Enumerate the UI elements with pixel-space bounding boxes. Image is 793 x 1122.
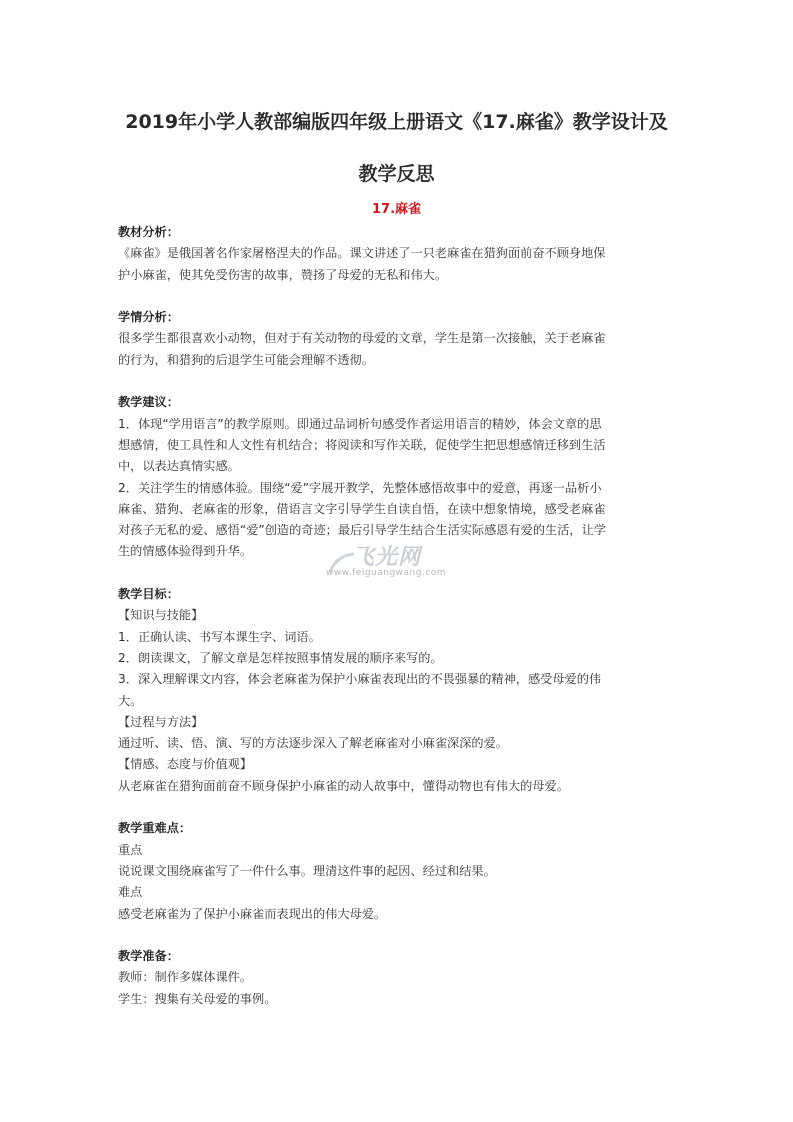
section-heading: 教学重难点： (118, 821, 192, 836)
section-goals (118, 584, 678, 797)
text-line: 教师：制作多媒体课件。 (118, 970, 253, 985)
text-line: 想感情，使工具性和人文性有机结合；将阅读和写作关联，促使学生把思想感情迁移到生活 (118, 437, 606, 452)
text-line: 《麻雀》是俄国著名作家屠格涅夫的作品。课文讲述了一只老麻雀在猎狗面前奋不顾身地保 (118, 246, 606, 261)
text-line: 说说课文围绕麻雀写了一件什么事。理清这件事的起因、经过和结果。 (118, 863, 496, 878)
section-students (118, 307, 678, 371)
section-heading: 学情分析： (118, 310, 179, 325)
text-line: 2．关注学生的情感体验。围绕“爱”字展开教学，先整体感悟故事中的爱意，再逐一品析小 (118, 480, 602, 495)
text-line: 的行为，和猎狗的后退学生可能会理解不透彻。 (118, 352, 374, 367)
section-heading: 教学建议： (118, 395, 179, 410)
section-heading: 教学准备： (118, 949, 179, 964)
section-material (118, 222, 678, 286)
text-line: 大。 (118, 693, 143, 708)
text-line: 生的情感体验得到升华。 (118, 544, 253, 559)
text-line: 很多学生都很喜欢小动物，但对于有关动物的母爱的文章，学生是第一次接触，关于老麻雀 (118, 331, 606, 346)
section-preparation (118, 946, 678, 1010)
section-suggestions (118, 392, 678, 562)
section-heading: 教学目标： (118, 587, 179, 602)
text-line: 难点 (118, 885, 143, 900)
text-line: 通过听、读、悟、演、写的方法逐步深入了解老麻雀对小麻雀深深的爱。 (118, 736, 508, 751)
text-line: 感受老麻雀为了保护小麻雀而表现出的伟大母爱。 (118, 906, 387, 921)
text-line: 【过程与方法】 (118, 714, 204, 729)
section-heading: 教材分析： (118, 225, 179, 239)
title-line-1: 2019年小学人教部编版四年级上册语文《17.麻雀》教学设计及 (125, 111, 668, 133)
text-line: 2．朗读课文，了解文章是怎样按照事情发展的顺序来写的。 (118, 650, 443, 665)
text-line: 【知识与技能】 (118, 608, 204, 623)
document-body (118, 222, 678, 1010)
document-title (0, 100, 793, 196)
text-line: 学生：搜集有关母爱的事例。 (118, 991, 277, 1006)
text-line: 1．体现“学用语言”的教学原则。即通过品词析句感受作者运用语言的精妙，体会文章的思 (118, 416, 602, 431)
text-line: 重点 (118, 842, 143, 857)
text-line: 3．深入理解课文内容，体会老麻雀为保护小麻雀表现出的不畏强暴的精神，感受母爱的伟 (118, 672, 602, 687)
text-line: 1．正确认读、书写本课生字、词语。 (118, 629, 321, 644)
text-line: 中，以表达真情实感。 (118, 459, 240, 474)
title-line-2: 教学反思 (358, 163, 435, 185)
text-line: 从老麻雀在猎狗面前奋不顾身保护小麻雀的动人故事中，懂得动物也有伟大的母爱。 (118, 778, 569, 793)
section-keypoints (118, 818, 678, 924)
text-line: 【情感、态度与价值观】 (118, 757, 253, 772)
watermark-logo: 飞光网 (352, 545, 422, 570)
lesson-subtitle: 17.麻雀 (371, 202, 422, 217)
text-line: 对孩子无私的爱、感悟“爱”创造的奇迹；最后引导学生结合生活实际感恩有爱的生活，让学 (118, 523, 606, 538)
text-line: 麻雀、猎狗、老麻雀的形象，借语言文字引导学生自读自悟，在读中想象情境，感受老麻雀 (118, 501, 606, 516)
watermark-url: www.feiguangwang.com (326, 568, 447, 578)
text-line: 护小麻雀，使其免受伤害的故事，赞扬了母爱的无私和伟大。 (118, 267, 448, 282)
watermark (326, 540, 466, 590)
